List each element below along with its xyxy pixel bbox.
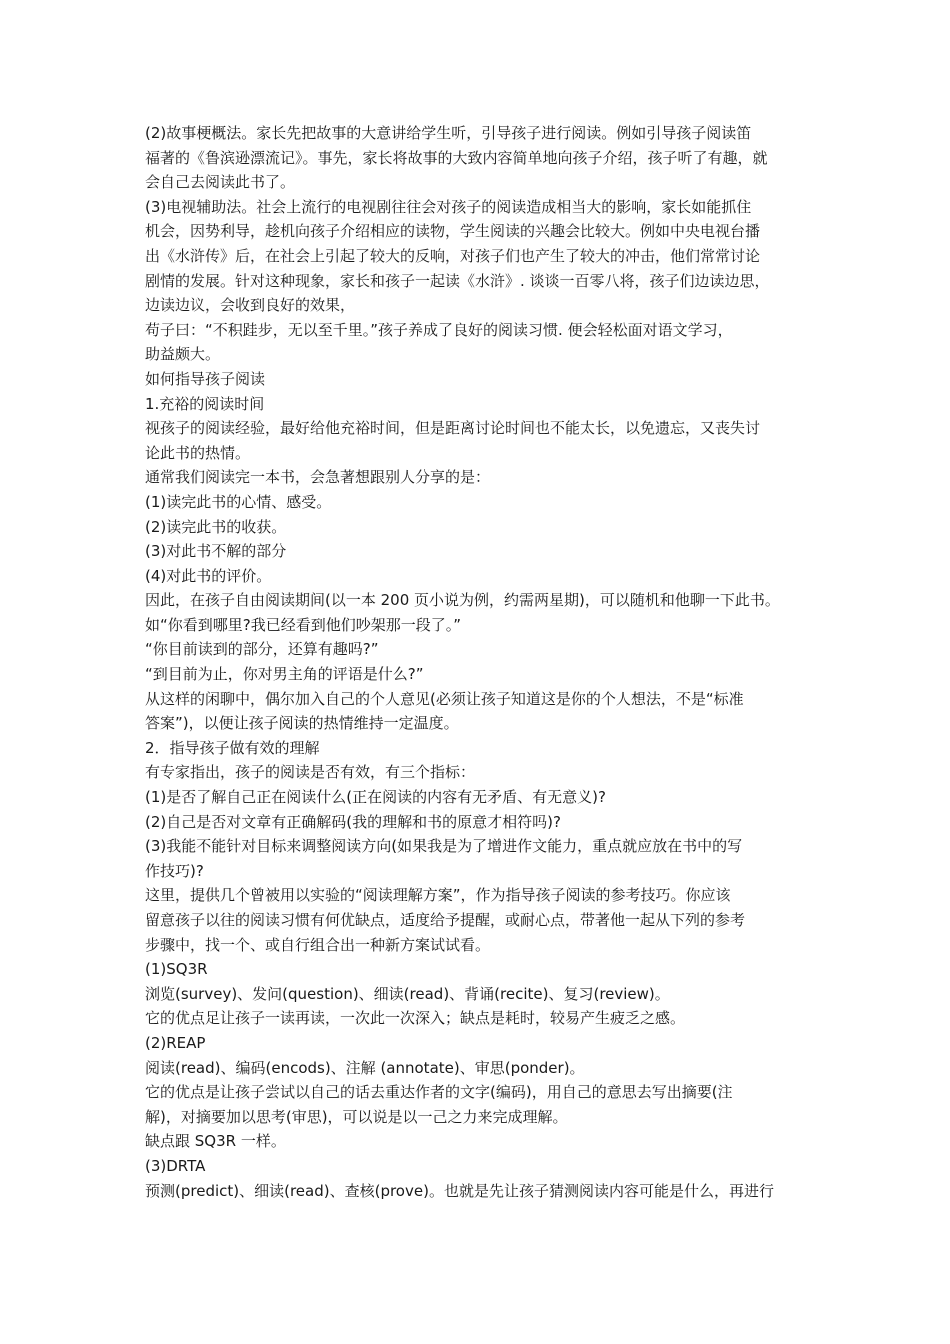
list-item: (3)我能不能针对目标来调整阅读方向(如果我是为了增进作文能力，重点就应放在书中的写 [145, 837, 743, 856]
list-item: 作技巧)? [145, 861, 204, 880]
paragraph-line: 这里，提供几个曾被用以实验的“阅读理解方案”，作为指导孩子阅读的参考技巧。你应该 [145, 886, 731, 905]
paragraph-line: 福著的《鲁滨逊漂流记》。事先，家长将故事的大致内容简单地向孩子介绍，孩子听了有趣，就 [145, 148, 768, 167]
paragraph-line: 它的优点是让孩子尝试以自己的话去重达作者的文字(编码)，用自己的意思去写出摘要(注 [145, 1083, 733, 1102]
list-item: (4)对此书的评价。 [145, 566, 272, 585]
paragraph-line: 助益颇大。 [145, 345, 221, 364]
paragraph-line: 从这样的闲聊中，偶尔加入自己的个人意见(必须让孩子知道这是你的个人想法，不是“标准 [145, 689, 744, 708]
paragraph-line: 浏览(survey)、发问(question)、细读(read)、背诵(recite)、复习(review)。 [145, 984, 670, 1003]
list-item: (2)自己是否对文章有正确解码(我的理解和书的原意才相符吗)? [145, 812, 561, 831]
method-heading: (1)SQ3R [145, 960, 208, 979]
list-item: (2)读完此书的收获。 [145, 517, 287, 536]
paragraph-line: “你目前读到的部分，还算有趣吗?” [145, 640, 379, 659]
paragraph-line: (2)故事梗概法。家长先把故事的大意讲给学生听，引导孩子进行阅读。例如引导孩子阅读笛 [145, 124, 752, 142]
paragraph-line: 它的优点足让孩子一读再读，一次此一次深入；缺点是耗时，较易产生疲乏之感。 [145, 1009, 686, 1028]
paragraph-line: 通常我们阅读完一本书，会急著想跟别人分享的是： [145, 468, 491, 487]
paragraph-line: 机会，因势利导，趁机向孩子介绍相应的读物，学生阅读的兴趣会比较大。例如中央电视台播 [145, 222, 761, 241]
method-heading: (2)REAP [145, 1033, 206, 1052]
paragraph-line: 步骤中，找一个、或自行组合出一种新方案试试看。 [145, 935, 491, 954]
paragraph-line: 解)，对摘要加以思考(审思)，可以说是以一己之力来完成理解。 [145, 1107, 568, 1126]
paragraph-line: 阅读(read)、编码(encods)、注解 (annotate)、审思(ponder)。 [145, 1058, 585, 1077]
paragraph-line: 视孩子的阅读经验，最好给他充裕时间，但是距离讨论时间也不能太长，以免遗忘，又丧失讨 [145, 419, 761, 438]
list-item: (3)对此书不解的部分 [145, 542, 287, 561]
paragraph-line: 出《水浒传》后，在社会上引起了较大的反响，对孩子们也产生了较大的冲击，他们常常讨论 [145, 246, 761, 265]
section-heading: 如何指导孩子阅读 [145, 369, 266, 388]
method-heading: (3)DRTA [145, 1156, 206, 1175]
paragraph-line: 答案”)，以便让孩子阅读的热情维持一定温度。 [145, 714, 459, 733]
paragraph-line: “到目前为止，你对男主角的评语是什么?” [145, 665, 424, 684]
paragraph-line: 论此书的热情。 [145, 443, 251, 462]
paragraph-line: 剧情的发展。针对这种现象，家长和孩子一起读《水浒》. 谈谈一百零八将，孩子们边读边思， [145, 271, 770, 290]
paragraph-line: 预测(predict)、细读(read)、查核(prove)。也就是先让孩子猜测阅读内容可能是什么，再进行 [145, 1181, 774, 1200]
list-item: (1)读完此书的心情、感受。 [145, 492, 332, 511]
paragraph-line: 会自己去阅读此书了。 [145, 173, 296, 192]
document-body [145, 121, 825, 1203]
list-item: (1)是否了解自己正在阅读什么(正在阅读的内容有无矛盾、有无意义)? [145, 788, 606, 807]
paragraph-line: 如“你看到哪里?我已经看到他们吵架那一段了。” [145, 615, 462, 634]
paragraph-line: 有专家指出，孩子的阅读是否有效，有三个指标： [145, 763, 476, 782]
paragraph-line: (3)电视辅助法。社会上流行的电视剧往往会对孩子的阅读造成相当大的影响，家长如能抓住 [145, 197, 752, 216]
paragraph-line: 因此，在孩子自由阅读期间(以一本 200 页小说为例，约需两星期)，可以随机和他聊一下此书。 [145, 591, 780, 610]
paragraph-line: 苟子曰：“不积跬步，无以至千里。”孩子养成了良好的阅读习惯. 便会轻松面对语文学习， [145, 320, 733, 339]
paragraph-line: 缺点跟 SQ3R 一样。 [145, 1132, 286, 1151]
subsection-heading: 1.充裕的阅读时间 [145, 394, 265, 413]
subsection-heading: 2．指导孩子做有效的理解 [145, 738, 320, 757]
paragraph-line: 留意孩子以往的阅读习惯有何优缺点，适度给予提醒，或耐心点，带著他一起从下列的参考 [145, 911, 746, 929]
paragraph-line: 边读边议，会收到良好的效果， [145, 296, 356, 315]
